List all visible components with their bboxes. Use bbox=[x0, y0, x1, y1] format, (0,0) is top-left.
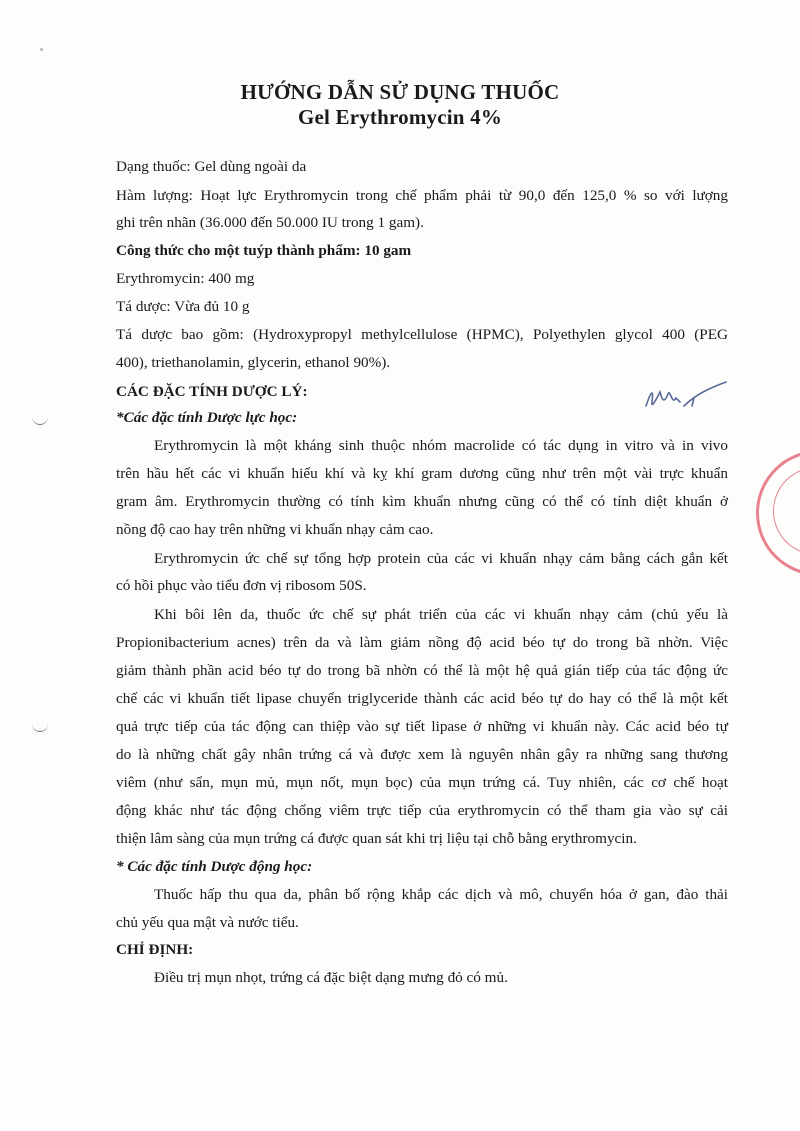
pd-paragraph-3-line: chế các vi khuẩn tiết lipase chuyển triglyceride thành các acid béo tự do hay có thể là một kết bbox=[116, 690, 728, 707]
dosage-form: Dạng thuốc: Gel dùng ngoài da bbox=[116, 158, 307, 175]
pd-paragraph-2-line: Erythromycin ức chế sự tổng hợp protein của các vi khuẩn nhạy cảm bằng cách gắn kết bbox=[154, 550, 728, 567]
pd-paragraph-3-line: thiện lâm sàng của mụn trứng cá được quan sát khi trị liệu tại chỗ bằng erythromycin. bbox=[116, 830, 637, 847]
excipient-amount: Tá dược: Vừa đủ 10 g bbox=[116, 298, 250, 315]
pharmacodynamics-heading: *Các đặc tính Dược lực học: bbox=[116, 409, 298, 426]
excipient-list-2: 400), triethanolamin, glycerin, ethanol 90%). bbox=[116, 354, 391, 371]
document-title: HƯỚNG DẪN SỬ DỤNG THUỐC bbox=[240, 80, 560, 104]
pk-paragraph-line: Thuốc hấp thu qua da, phân bố rộng khắp các dịch và mô, chuyển hóa ở gan, đào thải bbox=[154, 886, 728, 903]
pd-paragraph-1-line: Erythromycin là một kháng sinh thuộc nhóm macrolide có tác dụng in vitro và in vivo bbox=[154, 437, 728, 454]
stamp-inner-ring bbox=[773, 467, 800, 555]
pharmacokinetics-heading: * Các đặc tính Dược động học: bbox=[116, 858, 313, 875]
pd-paragraph-3-line: giảm thành phần acid béo tự do trong bã nhờn có thể là một hệ quả gián tiếp của tác động ức bbox=[116, 662, 728, 679]
official-stamp bbox=[756, 450, 800, 576]
document-subtitle: Gel Erythromycin 4% bbox=[297, 105, 503, 129]
pd-paragraph-3-line: quả trực tiếp của tác động can thiệp vào sự tiết lipase ở những vi khuẩn này. Các acid béo tự bbox=[116, 718, 728, 735]
pd-paragraph-3-line: động khác như tác động chống viêm trực tiếp của erythromycin có thể tham gia vào sự cải bbox=[116, 802, 728, 819]
formula-heading: Công thức cho một tuýp thành phẩm: 10 gam bbox=[116, 242, 412, 259]
pd-paragraph-1-line: gram âm. Erythromycin thường có tính kìm khuẩn nhưng cũng có thể có tính diệt khuẩn ở bbox=[116, 493, 728, 510]
pk-paragraph-line: chủ yếu qua mật và nước tiểu. bbox=[116, 914, 299, 931]
strength-line-1: Hàm lượng: Hoạt lực Erythromycin trong chế phẩm phải từ 90,0 đến 125,0 % so với lượng bbox=[116, 187, 728, 204]
indication-text: Điều trị mụn nhọt, trứng cá đặc biệt dạng mưng đỏ có mủ. bbox=[154, 969, 508, 986]
pd-paragraph-1-line: trên hầu hết các vi khuẩn hiếu khí và kỵ khí gram dương cũng như trên một vài trực khuẩn bbox=[116, 465, 728, 482]
pd-paragraph-3-line: Propionibacterium acnes) trên da và làm giảm nồng độ acid béo tự do trong bã nhờn. Việc bbox=[116, 634, 728, 651]
indication-heading: CHỈ ĐỊNH: bbox=[116, 941, 194, 958]
pd-paragraph-3-line: Khi bôi lên da, thuốc ức chế sự phát triển của các vi khuẩn nhạy cảm (chủ yếu là bbox=[154, 606, 728, 623]
strength-line-2: ghi trên nhãn (36.000 đến 50.000 IU trong 1 gam). bbox=[116, 214, 424, 231]
signature-mark bbox=[640, 376, 730, 416]
pd-paragraph-2-line: có hồi phục vào tiểu đơn vị ribosom 50S. bbox=[116, 577, 367, 594]
pharmacology-heading: CÁC ĐẶC TÍNH DƯỢC LÝ: bbox=[116, 383, 308, 400]
pd-paragraph-3-line: do là những chất gây nhân trứng cá và được xem là nguyên nhân gây ra những sang thương bbox=[116, 746, 728, 763]
binder-hole-mark bbox=[32, 414, 48, 425]
active-ingredient: Erythromycin: 400 mg bbox=[116, 270, 255, 287]
binder-hole-mark bbox=[32, 721, 48, 732]
scan-speck bbox=[40, 48, 43, 51]
pd-paragraph-3-line: viêm (như sẩn, mụn mủ, mụn nốt, mụn bọc) của mụn trứng cá. Tuy nhiên, các cơ chế hoạt bbox=[116, 774, 728, 791]
pd-paragraph-1-line: nồng độ cao hay trên những vi khuẩn nhạy cảm cao. bbox=[116, 521, 434, 538]
excipient-list-1: Tá dược bao gồm: (Hydroxypropyl methylcellulose (HPMC), Polyethylen glycol 400 (PEG bbox=[116, 326, 728, 343]
